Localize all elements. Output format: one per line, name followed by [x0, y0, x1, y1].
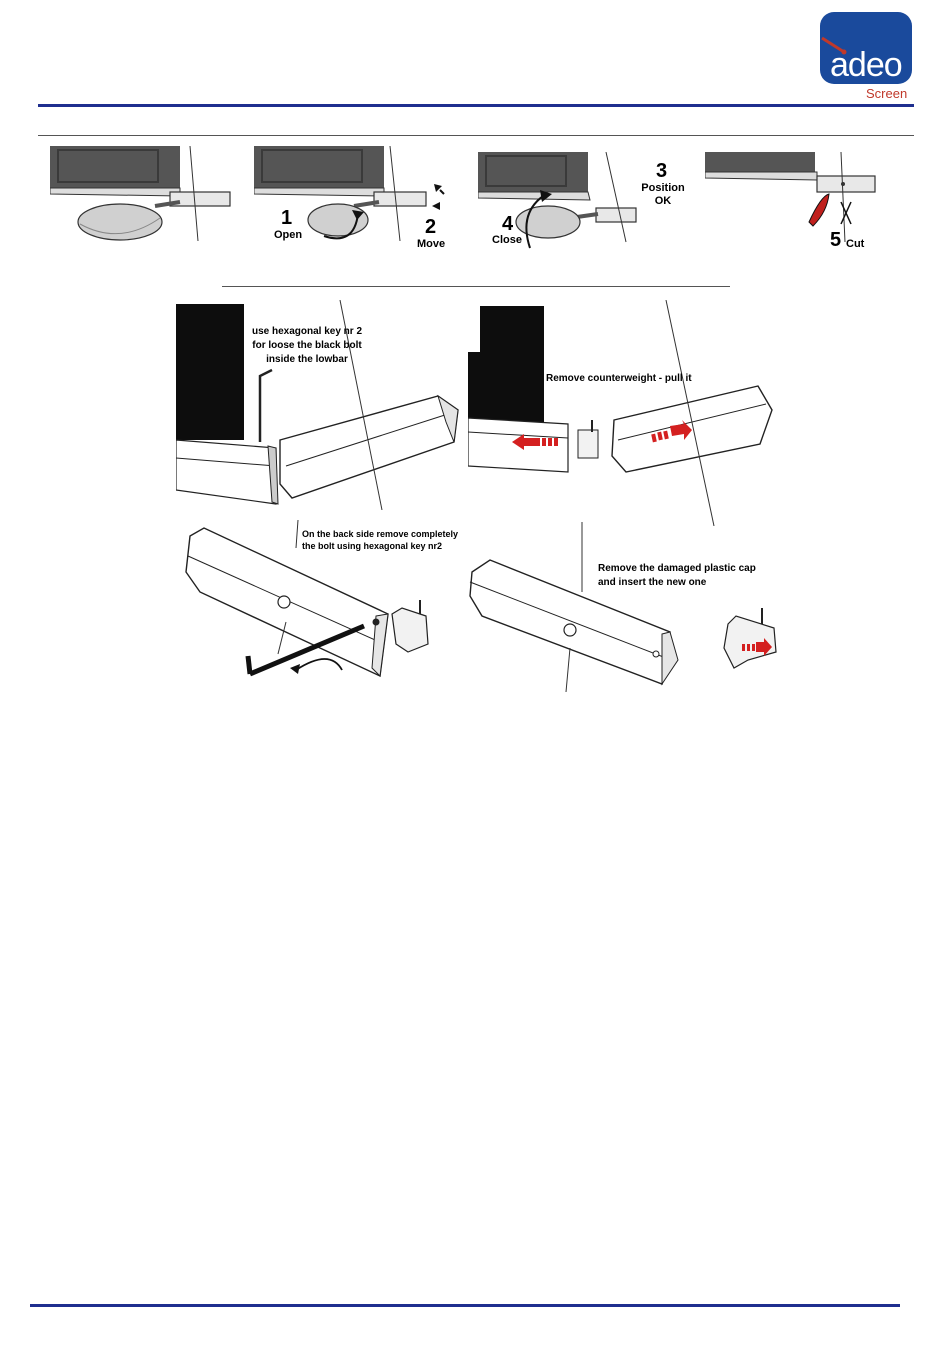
step-panel-3 — [705, 152, 885, 252]
step-num-4: 4 — [502, 213, 514, 235]
illustration-cap — [466, 520, 786, 700]
step-num-1: 1 — [281, 207, 293, 229]
step-panel-0 — [50, 146, 240, 252]
step-divider — [222, 286, 730, 287]
step-label-1: Open — [274, 229, 303, 241]
step-label-4: Close — [492, 234, 522, 246]
step-num-3: 3 — [656, 160, 668, 182]
logo — [818, 10, 914, 102]
step-label-2: Move — [417, 238, 446, 250]
instruction-cap: Remove the damaged plastic cap and insert the new one — [598, 563, 756, 588]
logo-brand: adeo — [830, 46, 902, 84]
logo-sub: Screen — [866, 86, 908, 101]
instruction-backside: On the back side remove completely the bolt using hexagonal key nr2 — [302, 529, 459, 551]
instruction-key: use hexagonal key nr 2 for loose the black bolt inside the lowbar — [251, 326, 363, 365]
step-label-3: Position OK — [641, 182, 685, 207]
section-rule — [38, 135, 914, 136]
instruction-counterweight: Remove counterweight - pull it — [546, 373, 692, 384]
step-num-5: 5 — [830, 229, 842, 251]
header-rule — [38, 104, 914, 107]
footer-rule — [30, 1304, 900, 1307]
step-label-5: Cut — [846, 238, 865, 250]
illustration-counterweight — [468, 300, 778, 526]
step-num-2: 2 — [425, 216, 437, 238]
